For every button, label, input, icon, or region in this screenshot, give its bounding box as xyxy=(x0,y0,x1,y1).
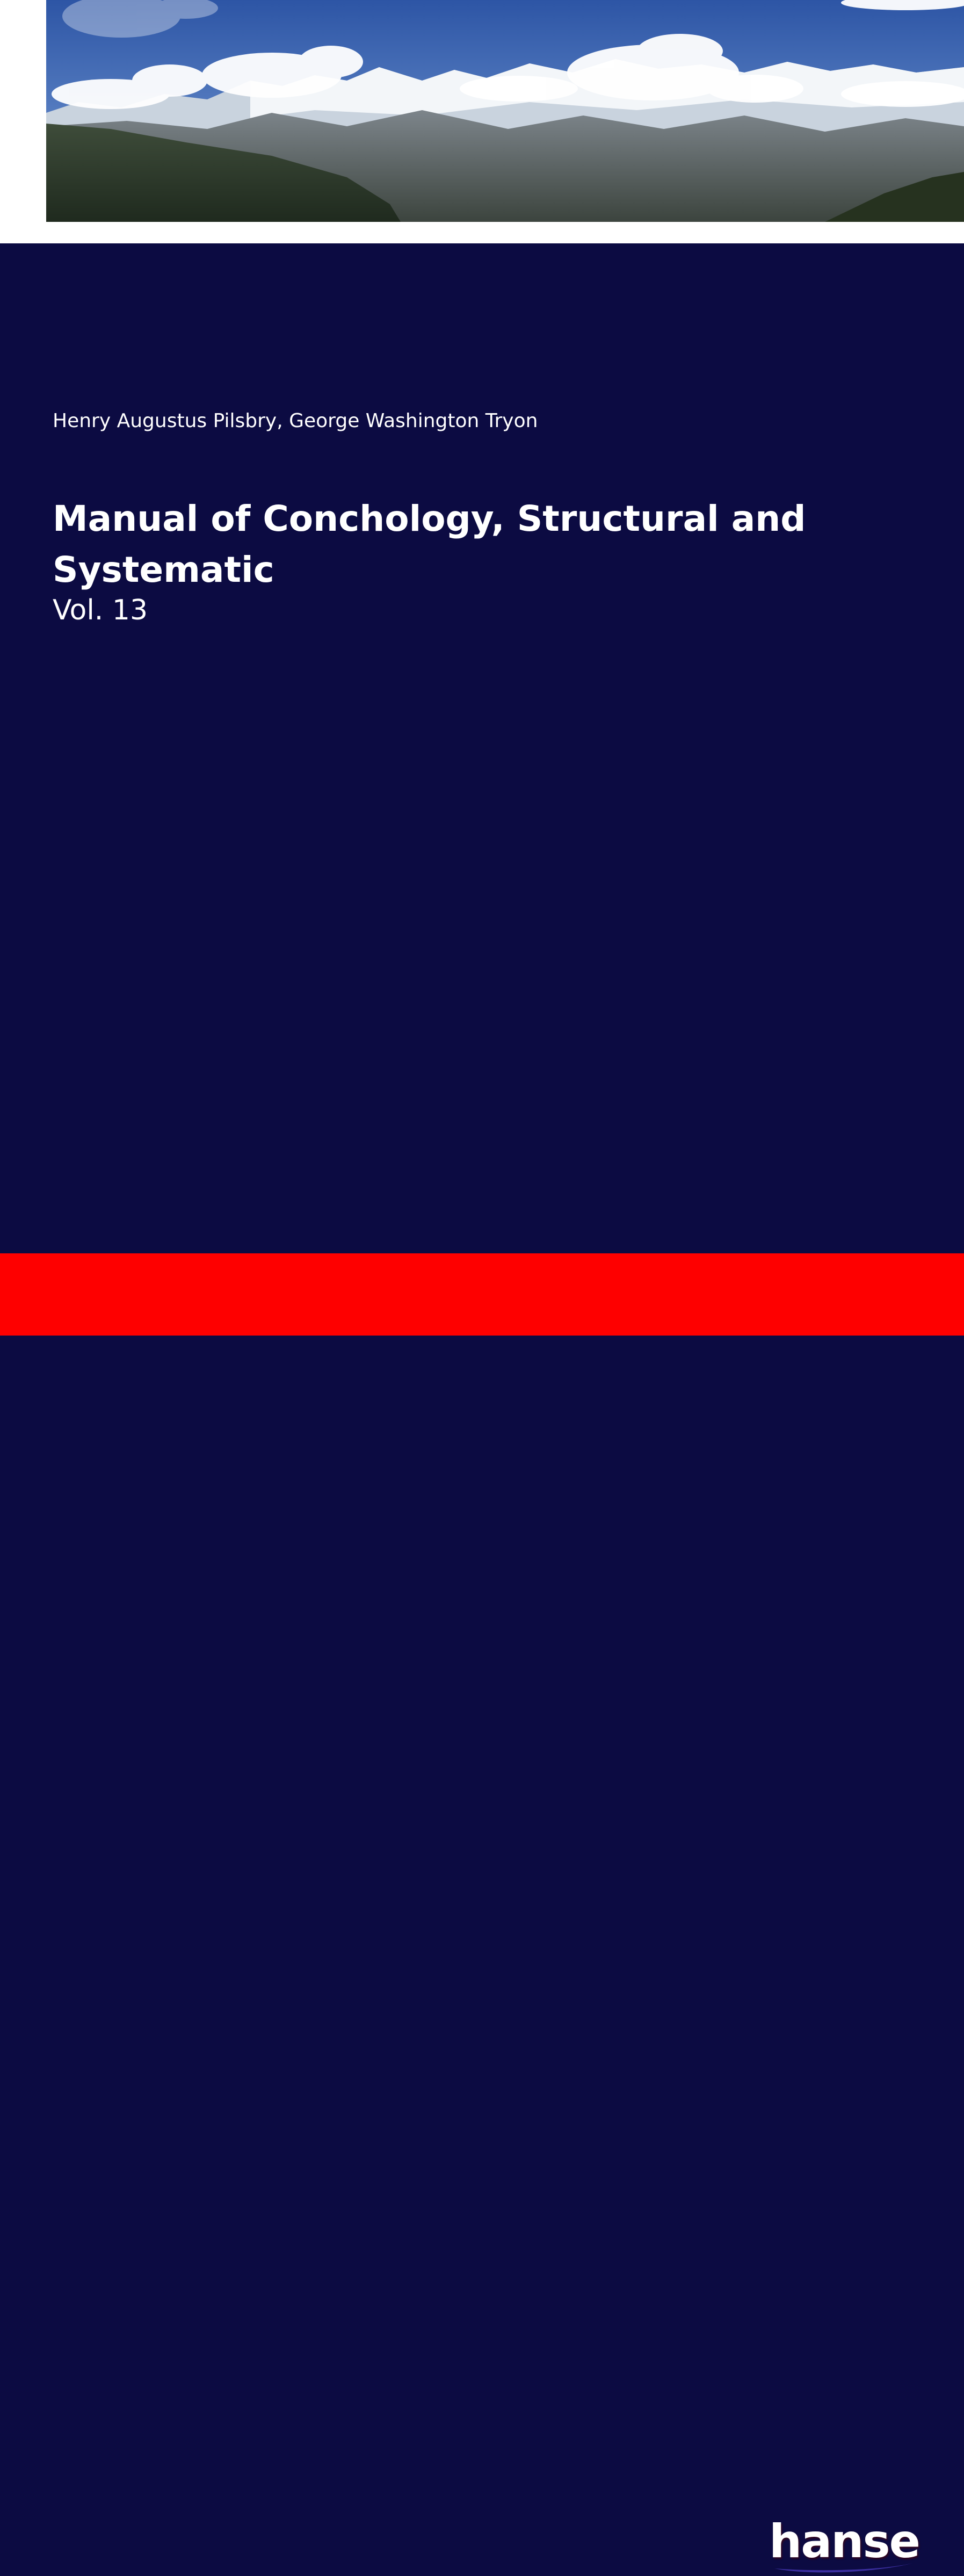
author-names: Henry Augustus Pilsbry, George Washington Tryon xyxy=(53,410,538,432)
publisher-band xyxy=(0,1253,964,2568)
logo-swoosh-icon xyxy=(773,2561,914,2575)
mountain-panorama-image xyxy=(46,0,964,222)
publisher-logo xyxy=(769,2517,919,2576)
book-subtitle: Vol. 13 xyxy=(53,594,148,626)
mountain-panorama-illustration xyxy=(46,0,964,222)
publisher-logo-text: hanse xyxy=(769,2515,919,2568)
book-title: Manual of Conchology, Structural and Systematic xyxy=(53,498,806,590)
